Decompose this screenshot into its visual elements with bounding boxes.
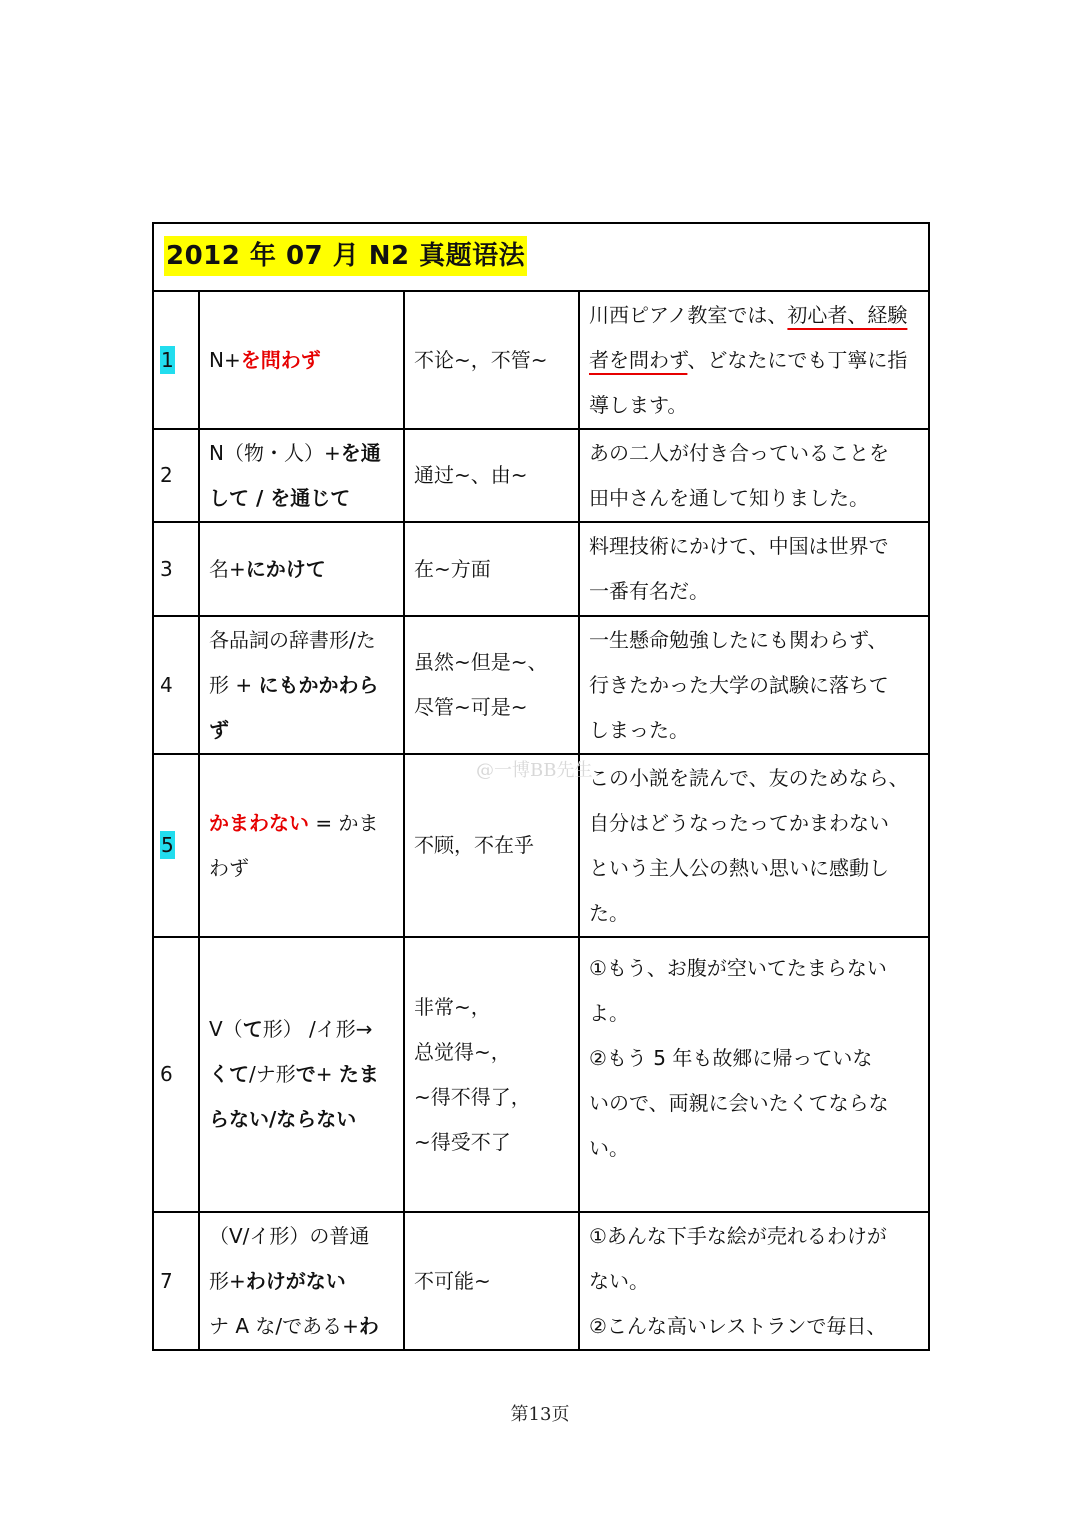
- example-sentence: 料理技術にかけて、中国は世界で 一番有名だ。: [579, 522, 929, 616]
- example-sentence: ①もう、お腹が空いてたまらない よ。 ②もう 5 年も故郷に帰っていな いので、両親に会いたくてならな い。: [579, 937, 929, 1212]
- page-number: 第13页: [510, 1404, 570, 1425]
- table-row: [153, 937, 929, 1212]
- meaning: 虽然~但是~、 尽管~可是~: [404, 616, 579, 754]
- grammar-pattern: N（物・人）+を通して / を通じて: [199, 429, 404, 522]
- example-sentence: ①あんな下手な絵が売れるわけが ない。 ②こんな高いレストランで毎日、: [579, 1212, 929, 1350]
- example-sentence: 川西ピアノ教室では、初心者、経験者を問わず、どなたにでも丁寧に指導します。: [579, 291, 929, 429]
- row-number: 4: [153, 616, 199, 754]
- table-row: [153, 291, 929, 429]
- row-number: [153, 754, 199, 937]
- page-title: 2012 年 07 月 N2 真题语法: [164, 236, 527, 276]
- grammar-pattern: 各品詞の辞書形/た 形 + にもかかわら ず: [199, 616, 404, 754]
- grammar-pattern: V（て形） /イ形→ くて/ナ形で+ たま らない/ならない: [199, 937, 404, 1212]
- example-sentence: あの二人が付き合っていることを 田中さんを通して知りました。: [579, 429, 929, 522]
- watermark: @一博BB先生: [476, 760, 593, 781]
- title-cell: [153, 223, 929, 291]
- example-sentence: 一生懸命勉強したにも関わらず、 行きたかった大学の試験に落ちて しまった。: [579, 616, 929, 754]
- table-row: [153, 1212, 929, 1350]
- table-row: [153, 522, 929, 616]
- grammar-table: [152, 222, 930, 1351]
- title-row: [153, 223, 929, 291]
- row-number: 7: [153, 1212, 199, 1350]
- row-number: 3: [153, 522, 199, 616]
- meaning: 不顾，不在乎: [404, 754, 579, 937]
- meaning: 不可能~: [404, 1212, 579, 1350]
- row-number: [153, 291, 199, 429]
- row-number-highlight: 5: [161, 833, 174, 857]
- table-row: [153, 616, 929, 754]
- grammar-pattern: かまわない = かま わず: [199, 754, 404, 937]
- meaning: 在~方面: [404, 522, 579, 616]
- example-sentence: この小説を読んで、友のためなら、 自分はどうなったってかまわない という主人公の熱い思いに感動し た。: [579, 754, 929, 937]
- row-number-highlight: 1: [161, 347, 174, 372]
- grammar-pattern: N+を問わず: [199, 291, 404, 429]
- row-number: 6: [153, 937, 199, 1212]
- grammar-pattern: （V/イ形）の普通 形+わけがない ナ A な/である+わ: [199, 1212, 404, 1350]
- meaning: 非常~， 总觉得~， ~得不得了， ~得受不了: [404, 937, 579, 1212]
- table-row: [153, 429, 929, 522]
- row-number: 2: [153, 429, 199, 522]
- meaning: 不论~，不管~: [404, 291, 579, 429]
- grammar-pattern: 名+にかけて: [199, 522, 404, 616]
- meaning: 通过~、由~: [404, 429, 579, 522]
